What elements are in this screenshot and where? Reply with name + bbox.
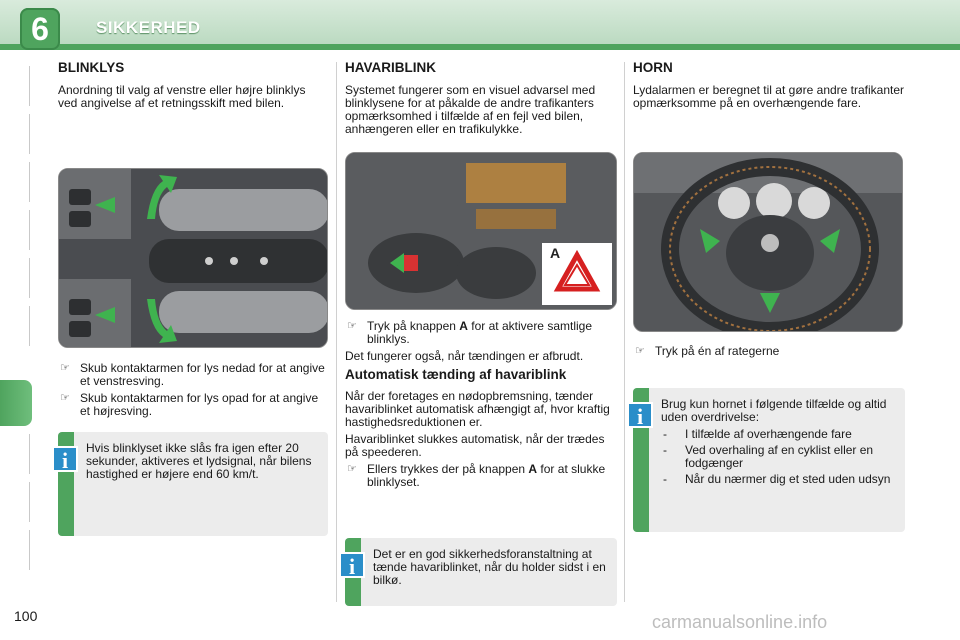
info-icon: i xyxy=(627,402,653,428)
chapter-tab[interactable] xyxy=(8,114,30,154)
section-title-horn: HORN xyxy=(633,60,673,75)
info-text: Hvis blinklyset ikke slås fra igen efter 20 sekunder, aktiveres et lydsignal, når bilens hastighed er højere end 60 km/t. xyxy=(86,441,312,481)
list-item: - Ved overhaling af en cyklist eller en fodgænger xyxy=(663,443,874,470)
subsection-title-auto: Automatisk tænding af havariblink xyxy=(345,367,567,382)
hand-pointer-icon: ☞ xyxy=(347,463,357,475)
chapter-tab[interactable] xyxy=(8,210,30,250)
list-item: ☞ Skub kontaktarmen for lys opad for at angive et højresving. xyxy=(60,391,319,418)
hand-pointer-icon: ☞ xyxy=(60,392,70,404)
stalk-illustration xyxy=(59,169,328,348)
horn-info-intro: Brug kun hornet i følgende tilfælde og altid uden overdrivelse: xyxy=(661,397,887,424)
watermark: carmanualsonline.info xyxy=(652,612,828,632)
info-icon: i xyxy=(52,446,78,472)
info-box-horn xyxy=(633,388,905,532)
list-item: ☞ Tryk på én af rategerne xyxy=(635,344,780,358)
photo-label-a: A xyxy=(550,245,561,261)
blinklys-intro: Anordning til valg af venstre eller højre blinklys ved angivelse af et retningsskift med bilen. xyxy=(58,83,306,110)
auto-paragraph-2: Havariblinket slukkes automatisk, når der trædes på speederen. xyxy=(345,432,605,459)
page-number: 100 xyxy=(14,608,38,624)
list-item: ☞ Ellers trykkes der på knappen A for at slukke blinklyset. xyxy=(347,462,606,489)
section-blinklys xyxy=(58,60,328,114)
info-box-blinklys xyxy=(58,432,328,536)
horn-intro: Lydalarmen er beregnet til at gøre andre trafikanter opmærksomme på en overhængende fare. xyxy=(633,83,905,110)
chapter-tab-active[interactable] xyxy=(0,380,32,426)
section-havariblink xyxy=(345,60,617,140)
chapter-tab[interactable] xyxy=(8,482,30,522)
hand-pointer-icon: ☞ xyxy=(635,345,645,357)
info-box-havariblink xyxy=(345,538,617,606)
list-item: ☞ Tryk på knappen A for at aktivere samtlige blinklys. xyxy=(347,319,593,346)
info-text: Det er en god sikkerhedsforanstaltning at tænde havariblinket, når du holder sidst i en bilkø. xyxy=(373,547,606,587)
havariblink-body xyxy=(345,320,617,493)
chapter-tab[interactable] xyxy=(8,162,30,202)
chapter-tab[interactable] xyxy=(8,66,30,106)
info-text xyxy=(661,398,897,489)
blinklys-bullets xyxy=(58,362,328,422)
chapter-tab[interactable] xyxy=(8,530,30,570)
turn-signal-stalk-photo xyxy=(58,168,328,348)
section-horn xyxy=(633,60,905,114)
list-item: ☞ Skub kontaktarmen for lys nedad for at angive et venstresving. xyxy=(60,361,325,388)
list-item: - I tilfælde af overhængende fare xyxy=(663,427,852,441)
chapter-tab[interactable] xyxy=(8,306,30,346)
column-divider xyxy=(336,62,337,602)
chapter-tab[interactable] xyxy=(8,434,30,474)
dashboard-illustration xyxy=(346,153,617,310)
chapter-badge: 6 xyxy=(20,8,60,50)
havariblink-after: Det fungerer også, når tændingen er afbrudt. xyxy=(345,349,584,363)
header-stripe xyxy=(0,44,960,50)
hand-pointer-icon: ☞ xyxy=(60,362,70,374)
steering-wheel-photo xyxy=(633,152,903,332)
hazard-switch-photo xyxy=(345,152,617,310)
page-title: SIKKERHED xyxy=(96,18,201,37)
section-title-blinklys: BLINKLYS xyxy=(58,60,125,75)
list-item: - Når du nærmer dig et sted uden udsyn xyxy=(663,472,891,486)
column-divider xyxy=(624,62,625,602)
chapter-tab-strip xyxy=(0,58,34,578)
auto-paragraph-1: Når der foretages en nødopbremsning, tænder havariblinket automatisk afhængigt af, hvor kraftig hastighedsreduktionen er. xyxy=(345,389,610,429)
hand-pointer-icon: ☞ xyxy=(347,320,357,332)
section-title-havariblink: HAVARIBLINK xyxy=(345,60,436,75)
horn-bullets xyxy=(633,345,905,362)
chapter-tab[interactable] xyxy=(8,258,30,298)
info-icon: i xyxy=(339,552,365,578)
havariblink-intro: Systemet fungerer som en visuel advarsel med blinklysene for at påkalde de andre trafikanters opmærksomhed i tilfælde af en fejl ved bilen, anhængeren eller en trafikulykke. xyxy=(345,83,596,136)
steering-wheel-illustration xyxy=(634,153,903,332)
